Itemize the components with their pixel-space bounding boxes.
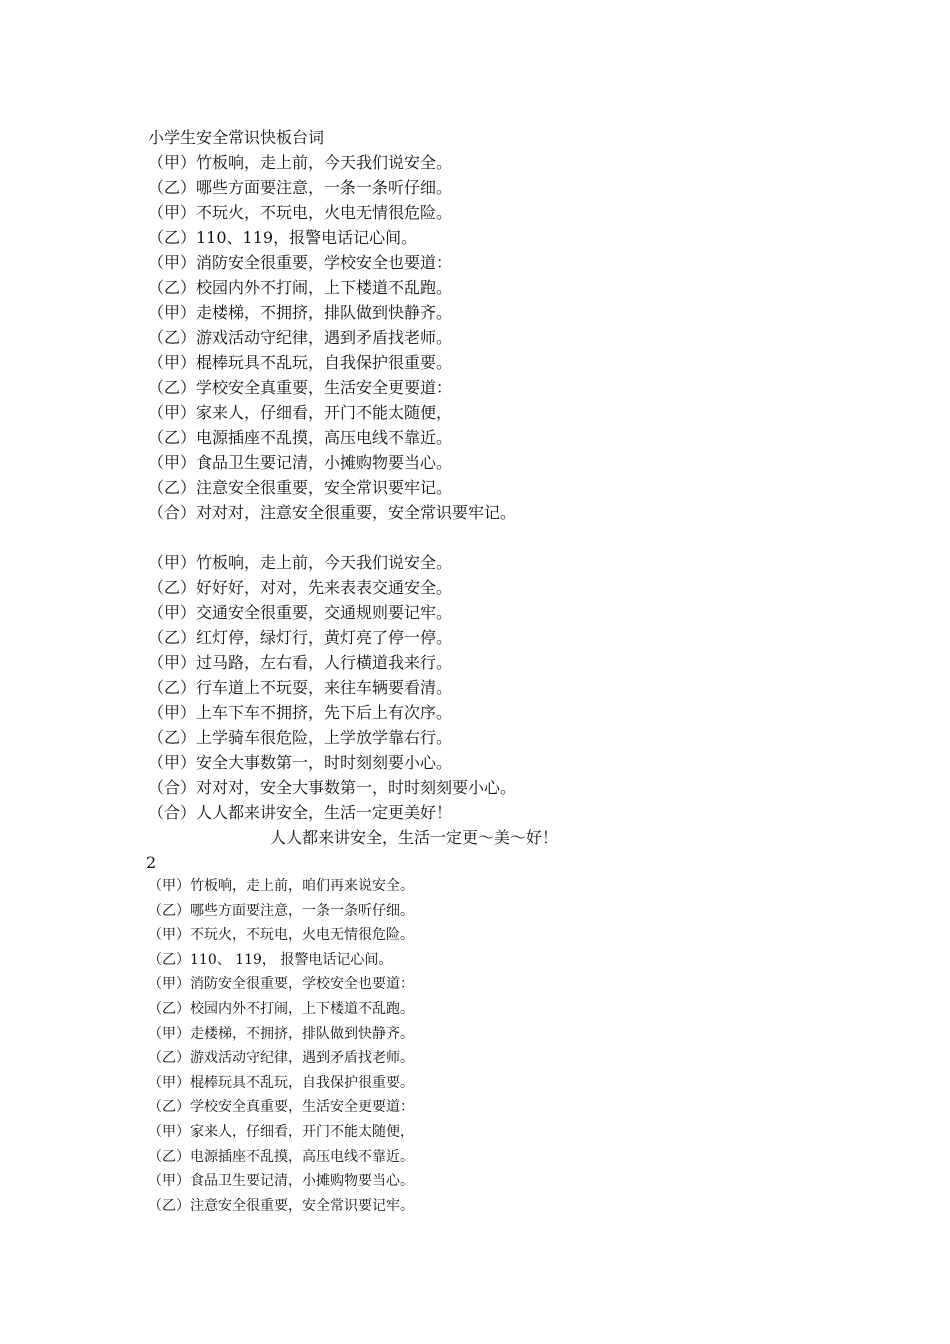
dialogue-line: （甲）消防安全很重要，学校安全也要道： <box>148 253 453 272</box>
dialogue-line: （甲）走楼梯，不拥挤，排队做到快静齐。 <box>148 1025 414 1042</box>
dialogue-line: （乙）行车道上不玩耍，来往车辆要看清。 <box>148 678 453 697</box>
dialogue-line: （甲）棍棒玩具不乱玩，自我保护很重要。 <box>148 353 453 372</box>
dialogue-line: （甲）竹板响，走上前，今天我们说安全。 <box>148 153 453 172</box>
title-block <box>148 125 868 150</box>
closing-line: 人人都来讲安全，生活一定更～美～好！ <box>270 828 559 847</box>
dialogue-line: （乙）红灯停，绿灯行，黄灯亮了停一停。 <box>148 628 453 647</box>
dialogue-line: （乙）校园内外不打闹，上下楼道不乱跑。 <box>148 278 453 297</box>
dialogue-line: （甲）家来人，仔细看，开门不能太随便， <box>148 1123 414 1140</box>
dialogue-line: （乙）110、 119， 报警电话记心间。 <box>148 951 393 968</box>
dialogue-line: （乙）游戏活动守纪律，遇到矛盾找老师。 <box>148 328 453 347</box>
dialogue-line: （乙）电源插座不乱摸，高压电线不靠近。 <box>148 1148 414 1165</box>
dialogue-section-2 <box>148 550 868 825</box>
dialogue-line: （甲）食品卫生要记清，小摊购物要当心。 <box>148 453 453 472</box>
dialogue-line: （甲）竹板响，走上前，今天我们说安全。 <box>148 553 453 572</box>
dialogue-line: （乙）学校安全真重要，生活安全更要道： <box>148 378 453 397</box>
dialogue-line: （合）对对对，注意安全很重要，安全常识要牢记。 <box>148 503 517 522</box>
dialogue-line: （甲）安全大事数第一，时时刻刻要小心。 <box>148 753 453 772</box>
dialogue-line: （合）人人都来讲安全，生活一定更美好！ <box>148 803 453 822</box>
dialogue-line: （合）对对对，安全大事数第一，时时刻刻要小心。 <box>148 778 517 797</box>
dialogue-line: （乙）学校安全真重要，生活安全更要道： <box>148 1099 414 1116</box>
dialogue-line: （甲）上车下车不拥挤，先下后上有次序。 <box>148 703 453 722</box>
dialogue-line: （甲）竹板响，走上前，咱们再来说安全。 <box>148 878 414 894</box>
dialogue-line: （甲）不玩火，不玩电，火电无情很危险。 <box>148 203 453 222</box>
dialogue-line: （甲）不玩火，不玩电，火电无情很危险。 <box>148 927 414 944</box>
dialogue-section-1 <box>148 150 868 525</box>
dialogue-line: （甲）走楼梯，不拥挤，排队做到快静齐。 <box>148 303 453 322</box>
section-number: 2 <box>146 853 157 872</box>
dialogue-line: （乙）上学骑车很危险，上学放学靠右行。 <box>148 728 453 747</box>
dialogue-line: （乙）电源插座不乱摸，高压电线不靠近。 <box>148 428 453 447</box>
dialogue-line: （乙）好好好，对对，先来表表交通安全。 <box>148 578 453 597</box>
dialogue-line: （乙）注意安全很重要，安全常识要牢记。 <box>148 478 453 497</box>
dialogue-line: （甲）消防安全很重要，学校安全也要道： <box>148 976 414 993</box>
dialogue-line: （乙）游戏活动守纪律，遇到矛盾找老师。 <box>148 1050 414 1067</box>
dialogue-line: （甲）家来人，仔细看，开门不能太随便， <box>148 403 453 422</box>
dialogue-line: （甲）食品卫生要记清，小摊购物要当心。 <box>148 1173 414 1190</box>
dialogue-line: （乙）哪些方面要注意，一条一条听仔细。 <box>148 178 453 197</box>
dialogue-line: （甲）过马路，左右看，人行横道我来行。 <box>148 653 453 672</box>
dialogue-line: （甲）棍棒玩具不乱玩，自我保护很重要。 <box>148 1074 414 1091</box>
dialogue-line: （乙）注意安全很重要，安全常识要记牢。 <box>148 1197 414 1214</box>
dialogue-section-3 <box>148 874 868 1218</box>
dialogue-line: （乙）110、119，报警电话记心间。 <box>148 228 418 247</box>
dialogue-line: （乙）哪些方面要注意，一条一条听仔细。 <box>148 902 414 919</box>
document-title: 小学生安全常识快板台词 <box>148 128 325 147</box>
dialogue-line: （乙）校园内外不打闹，上下楼道不乱跑。 <box>148 1000 414 1017</box>
dialogue-line: （甲）交通安全很重要，交通规则要记牢。 <box>148 603 453 622</box>
